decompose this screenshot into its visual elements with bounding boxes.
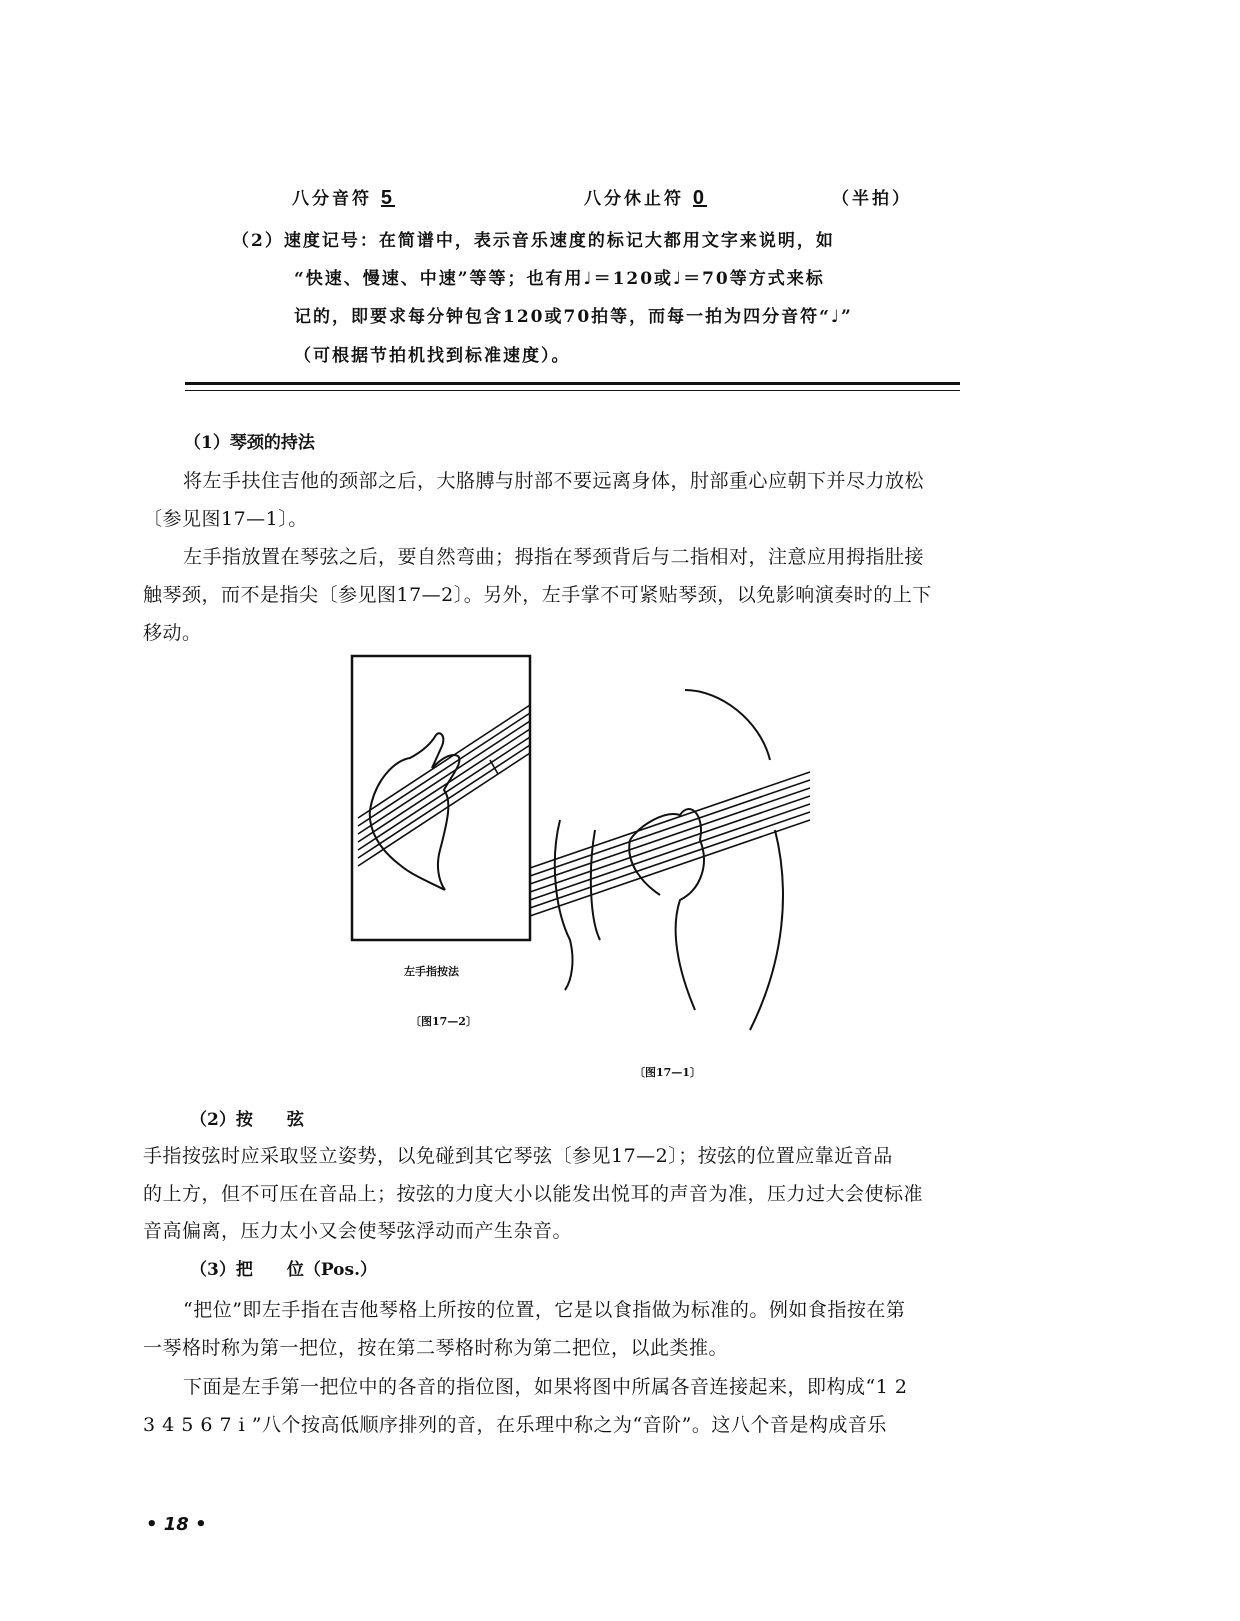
fig-17-2-frame <box>352 656 530 940</box>
section2-line3: 音高偏离，压力太小又会使琴弦浮动而产生杂音。 <box>143 1220 573 1242</box>
section3-para1-line2: 一琴格时称为第一把位，按在第二琴格时称为第二把位，以此类推。 <box>143 1337 729 1359</box>
fig-17-1-guitar-neck <box>530 772 810 916</box>
eighth-note-label: 八分音符 5 <box>292 187 396 209</box>
eighth-rest-label: 八分休止符 0 <box>584 187 708 209</box>
page-number: • 18 • <box>146 1514 207 1535</box>
section3-para2-line1: 下面是左手第一把位中的各音的指位图，如果将图中所属各音连接起来，即构成“1 2 <box>183 1376 908 1398</box>
section1-para1-line1: 将左手扶住吉他的颈部之后，大胳膊与肘部不要远离身体，肘部重心应朝下并尽力放松 <box>183 470 925 492</box>
section2-heading: （2）按 弦 <box>190 1110 304 1130</box>
section3-para2-line2: 3 4 5 6 7 i ”八个按高低顺序排列的音，在乐理中称之为“音阶”。这八个音是构成音乐 <box>143 1414 887 1436</box>
fig-17-2-caption: 左手指按法 <box>404 965 459 978</box>
half-beat-label: （半拍） <box>832 189 912 209</box>
section1-para1-line2: 〔参见图17—1〕。 <box>143 508 308 530</box>
section2-line2: 的上方，但不可压在音品上；按弦的力度大小以能发出悦耳的声音为准，压力过大会使标准 <box>143 1183 924 1205</box>
section2-line1: 手指按弦时应采取竖立姿势，以免碰到其它琴弦〔参见17—2〕；按弦的位置应靠近音品 <box>143 1145 893 1167</box>
speed-line-2: “快速、慢速、中速”等等；也有用♩＝120或♩＝70等方式来标 <box>294 269 825 289</box>
section-divider-thin <box>185 390 960 391</box>
fig-17-2-guitar-neck <box>358 705 530 866</box>
speed-line-4: （可根据节拍机找到标准速度）。 <box>294 346 571 366</box>
section3-heading: （3）把 位（Pos.） <box>190 1260 377 1280</box>
eighth-note-symbol: 5 <box>380 187 396 209</box>
section1-para2-line1: 左手指放置在琴弦之后，要自然弯曲；拇指在琴颈背后与二指相对，注意应用拇指肚接 <box>183 546 925 568</box>
fig-17-2-hand <box>370 733 460 890</box>
section1-para2-line3: 移动。 <box>143 622 202 644</box>
fig-17-1-illustration <box>530 680 820 1050</box>
fig-17-2-label: 〔图17—2〕 <box>410 1015 477 1028</box>
section1-para2-line2: 触琴颈，而不是指尖〔参见图17—2〕。另外，左手掌不可紧贴琴颈，以免影响演奏时的上下 <box>143 584 932 606</box>
section1-heading: （1）琴颈的持法 <box>184 433 315 453</box>
speed-line-1: （2）速度记号：在简谱中，表示音乐速度的标记大都用文字来说明，如 <box>232 231 835 251</box>
section3-para1-line1: “把位”即左手指在吉他琴格上所按的位置，它是以食指做为标准的。例如食指按在第 <box>183 1299 906 1321</box>
fig-17-1-label: 〔图17—1〕 <box>634 1066 701 1079</box>
eighth-rest-symbol: 0 <box>692 187 708 209</box>
fig-17-2-illustration <box>340 650 540 950</box>
speed-line-3: 记的，即要求每分钟包含120或70拍等，而每一拍为四分音符“♩” <box>294 307 853 327</box>
section-divider-thick <box>185 382 960 385</box>
